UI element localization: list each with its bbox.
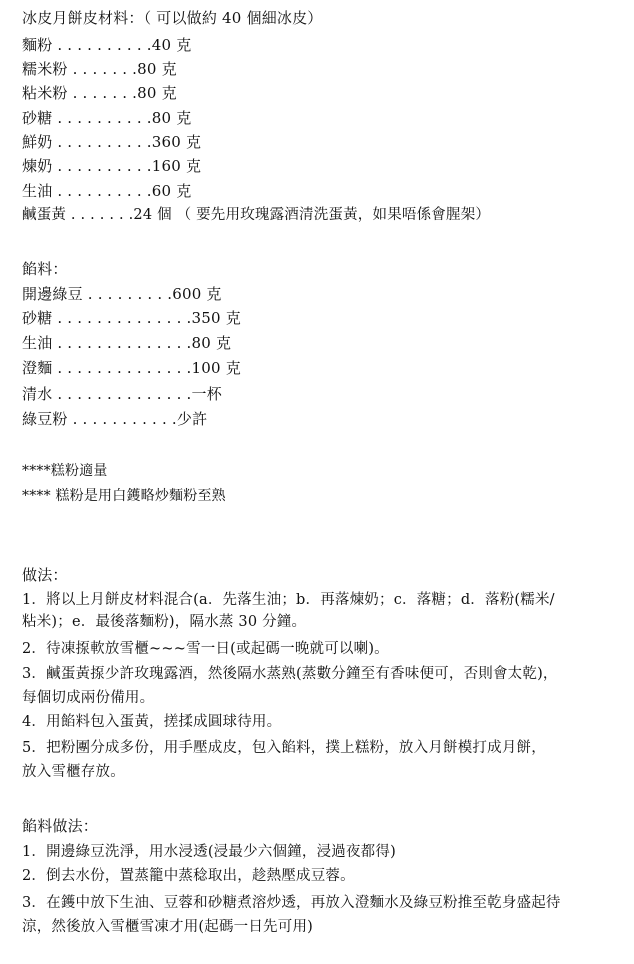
filling-item: 澄麵 . . . . . . . . . . . . . .100 克 [22,359,241,377]
skin-item: 糯米粉 . . . . . . .80 克 [22,60,177,78]
method-line: 5．把粉團分成多份，用手壓成皮，包入餡料，撲上糕粉，放入月餅模打成月餅， [22,740,546,756]
method-line: 4．用餡料包入蛋黃，搓揉成圓球待用。 [22,714,282,730]
filling-method-title: 餡料做法： [22,817,99,835]
filling-method-line: 涼，然後放入雪櫃雪凍才用(起碼一日先可用) [22,919,314,935]
method-line: 2．待凍揼軟放雪櫃~~~雪一日(或起碼一晚就可以喇)。 [22,641,389,657]
note: ****糕粉適量 [22,463,108,479]
skin-item: 砂糖 . . . . . . . . . .80 克 [22,109,192,127]
skin-item: 粘米粉 . . . . . . .80 克 [22,84,177,102]
method-line: 每個切成兩份備用。 [22,690,155,706]
skin-title: 冰皮月餅皮材料：（ 可以做約 40 個細冰皮） [22,9,323,27]
skin-item: 生油 . . . . . . . . . .60 克 [22,182,192,200]
skin-item: 煉奶 . . . . . . . . . .160 克 [22,157,202,175]
method-line: 3．鹹蛋黃揼少許玫瑰露酒，然後隔水蒸熟(蒸數分鐘至有香味便可，否則會太乾)， [22,666,558,682]
filling-item: 砂糖 . . . . . . . . . . . . . .350 克 [22,309,241,327]
method-line: 放入雪櫃存放。 [22,764,125,780]
skin-item: 鮮奶 . . . . . . . . . .360 克 [22,133,202,151]
skin-item: 麵粉 . . . . . . . . . .40 克 [22,36,192,54]
skin-item-egg-yolk: 鹹蛋黃 . . . . . . .24 個 （ 要先用玫瑰露酒清洗蛋黃，如果唔係會腥架） [22,207,491,223]
filling-method-line: 2．倒去水份，置蒸籠中蒸稔取出，趁熱壓成豆蓉。 [22,868,355,884]
filling-item: 開邊綠豆 . . . . . . . . .600 克 [22,285,222,303]
filling-item: 生油 . . . . . . . . . . . . . .80 克 [22,334,232,352]
filling-title: 餡料： [22,260,68,278]
method-line: 粘米)；e．最後落麵粉)，隔水蒸 30 分鐘。 [22,614,307,630]
filling-item: 綠豆粉 . . . . . . . . . . .少許 [22,410,208,428]
method-line: 1．將以上月餅皮材料混合(a．先落生油；b．再落煉奶；c．落糖；d．落粉(糯米/ [22,592,555,608]
method-title: 做法： [22,566,68,584]
note: **** 糕粉是用白鑊略炒麵粉至熟 [22,488,226,504]
filling-method-line: 1．開邊綠豆洗淨，用水浸透(浸最少六個鐘，浸過夜都得) [22,844,396,860]
filling-method-line: 3．在鑊中放下生油、豆蓉和砂糖煮溶炒透，再放入澄麵水及綠豆粉推至乾身盛起待 [22,895,561,911]
filling-item: 清水 . . . . . . . . . . . . . .一杯 [22,385,222,403]
